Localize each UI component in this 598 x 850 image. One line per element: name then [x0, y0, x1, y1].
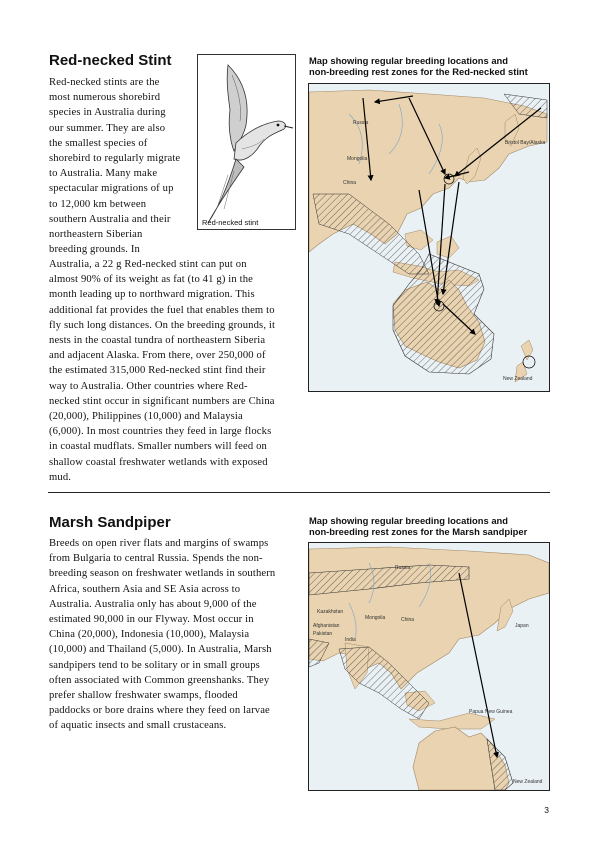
- text-line: spectacular migrations of up: [49, 183, 174, 195]
- text-line: breeding grounds. In: [49, 244, 140, 256]
- text-line: sandpipers tend to be solitary or in small groups: [49, 659, 260, 671]
- text-line: fly such long distances. On the breeding grounds, it: [49, 319, 276, 331]
- text-line: to 12,000 km between: [49, 198, 147, 210]
- text-line: prefer shallow freshwater swamps, flooded: [49, 690, 238, 702]
- text-line: Breeds on open river flats and margins of swamps: [49, 538, 269, 549]
- text-line: shorebird to regularly migrate: [49, 153, 181, 165]
- text-line: paddocks or bore drains where they feed on larvae: [49, 705, 270, 717]
- text-line: breeding season on freshwater wetlands in southern: [49, 568, 276, 580]
- text-line: the smallest species of: [49, 137, 148, 149]
- text-line: nests in the coastal tundra of northeastern Siberia: [49, 335, 266, 347]
- text-line: most numerous shorebird: [49, 92, 161, 104]
- map-label-russia: Russia: [395, 565, 411, 571]
- text-line: in coastal mudflats. Smaller numbers will feed on: [49, 441, 267, 453]
- text-line: shallow coastal freshwater wetlands with exposed: [49, 456, 268, 468]
- map-title-line: non-breeding rest zones for the Red-necked stint: [309, 66, 528, 77]
- map-label-mongolia: Mongolia: [365, 615, 386, 621]
- text-line: and adjacent Alaska. From there, over 250,000 of: [49, 350, 266, 362]
- text-line: northeastern Siberian: [49, 229, 143, 241]
- map-title-line: non-breeding rest zones for the Marsh sandpiper: [309, 526, 528, 537]
- stint-illustration: [197, 54, 296, 230]
- text-line: (10,000) and Thailand (5,000). In Australia, Marsh: [49, 644, 272, 656]
- map-label-png: Papua New Guinea: [469, 709, 513, 715]
- text-line: way to Australia. Other countries where Red-: [49, 380, 248, 392]
- text-line: to Australia. Many make: [49, 168, 158, 180]
- section-divider: [48, 492, 550, 493]
- map-label-china: China: [401, 617, 415, 623]
- text-line: species in Australia during: [49, 107, 166, 119]
- text-line: almost 90% of its weight as fat (to 41 g) in the: [49, 274, 254, 286]
- text-line: Red-necked stints are the: [49, 77, 160, 88]
- map-label-india: India: [345, 637, 356, 643]
- map-title-line: Map showing regular breeding locations and: [309, 515, 508, 526]
- sandpiper-map-title: [309, 515, 527, 537]
- bird-drawing: [198, 55, 295, 229]
- map-label-pakistan: Pakistan: [313, 631, 333, 637]
- map-label-kazakhstan: Kazakhstan: [317, 609, 344, 615]
- stint-text-narrow: [49, 75, 180, 257]
- map-label-japan: Japan: [515, 623, 529, 629]
- text-line: (20,000), Philippines (10,000) and Malaysia: [49, 411, 243, 423]
- text-line: of aquatic insects and small crustaceans.: [49, 720, 227, 732]
- stint-image-caption: Red-necked stint: [202, 218, 259, 227]
- stint-map-drawing: [309, 84, 549, 391]
- map-label-afghanistan: Afghanistan: [313, 623, 340, 629]
- text-line: month leading up to northward migration. This: [49, 289, 255, 301]
- text-line: China (20,000), Indonesia (10,000), Malaysia: [49, 629, 250, 641]
- text-line: Africa, southern Asia and SE Asia across to: [49, 583, 241, 595]
- text-line: (6,000). In most countries they feed in large flocks: [49, 426, 272, 438]
- text-line: the estimated 315,000 Red-necked stint find their: [49, 365, 266, 377]
- text-line: additional fat provides the fuel that enables them to: [49, 304, 275, 316]
- map-label-alaska: Bristol Bay/Alaska: [505, 140, 546, 146]
- map-label-nz: New Zealand: [513, 779, 543, 785]
- sandpiper-map: [308, 542, 550, 791]
- text-line: Australia. Australia only has about 9,000 of the: [49, 598, 257, 610]
- sandpiper-text: [49, 536, 275, 734]
- sandpiper-map-drawing: [309, 543, 549, 790]
- text-line: from Bulgaria to central Russia. Spends the non-: [49, 553, 263, 565]
- text-line: southern Australia and their: [49, 213, 171, 225]
- text-line: necked stint occur in significant numbers are China: [49, 395, 275, 407]
- stint-map-title: [309, 55, 528, 77]
- text-line: estimated 90,000 in our Flyway. Most occur in: [49, 614, 254, 626]
- text-line: mud.: [49, 471, 72, 483]
- text-line: our summer. They are also: [49, 122, 166, 134]
- map-label-nz: New Zealand: [503, 376, 533, 382]
- page-number: 3: [544, 805, 549, 815]
- stint-map: [308, 83, 550, 392]
- text-line: often associated with Common greenshanks. They: [49, 674, 270, 686]
- text-line: Australia, a 22 g Red-necked stint can put on: [49, 259, 247, 270]
- map-label-russia: Russia: [353, 120, 369, 126]
- map-label-mongolia: Mongolia: [347, 156, 368, 162]
- stint-text-wide: [49, 257, 275, 485]
- stint-heading: Red-necked Stint: [49, 52, 172, 69]
- map-label-china: China: [343, 180, 357, 186]
- sandpiper-heading: Marsh Sandpiper: [49, 514, 171, 531]
- map-title-line: Map showing regular breeding locations and: [309, 55, 508, 66]
